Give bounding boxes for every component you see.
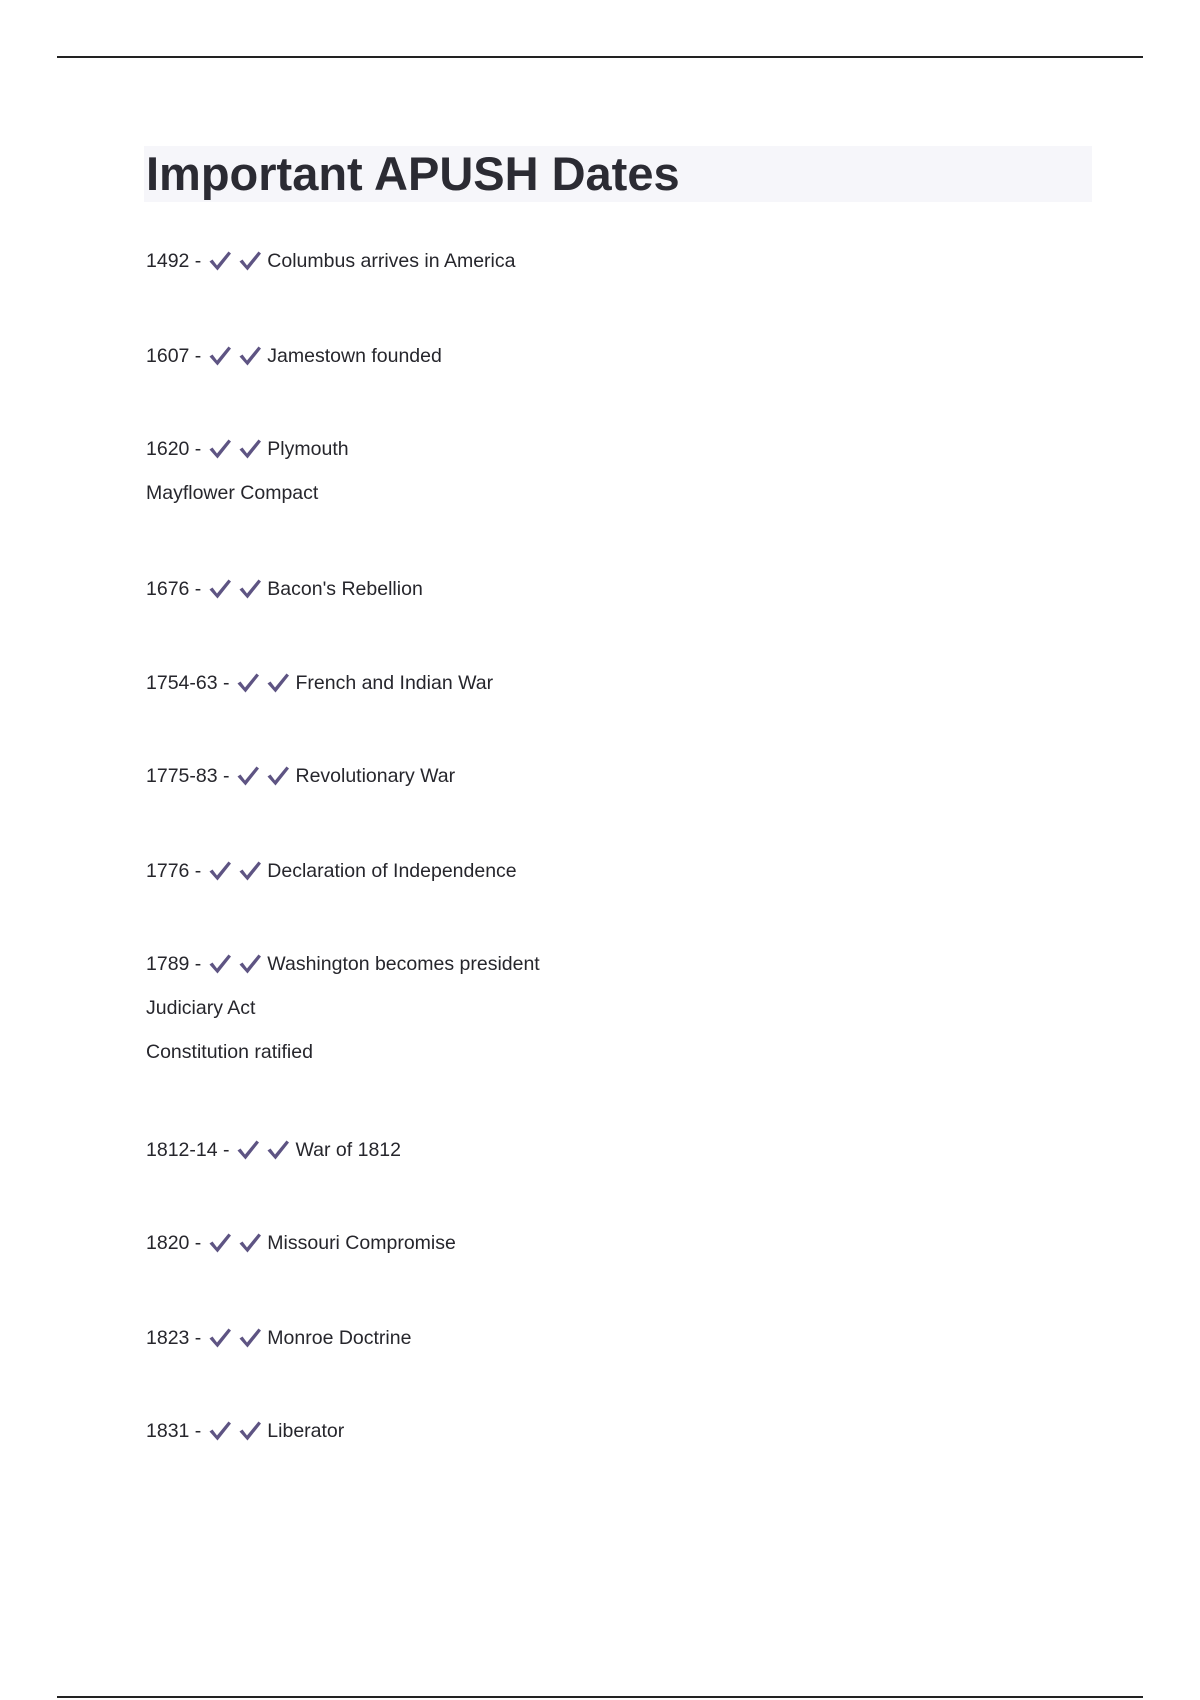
checkmark-icon — [207, 1326, 233, 1350]
entry-year: 1831 - — [146, 1419, 202, 1442]
entry-extra-line — [146, 1038, 540, 1066]
entry-line — [146, 1136, 401, 1164]
entry-line — [146, 1417, 344, 1445]
page-title: Important APUSH Dates — [146, 147, 680, 200]
entry-line — [146, 762, 455, 790]
entry-year: 1775-83 - — [146, 764, 230, 787]
entry-year: 1620 - — [146, 437, 202, 460]
checkmark-icon — [235, 671, 261, 695]
entry-extra-text: Mayflower Compact — [146, 481, 319, 504]
checkmark-icon — [237, 859, 263, 883]
entry-event: Bacon's Rebellion — [267, 577, 423, 600]
entry-extra-text: Judiciary Act — [146, 996, 256, 1019]
entry-year: 1823 - — [146, 1326, 202, 1349]
entry-line — [146, 950, 540, 978]
entry-line — [146, 575, 423, 603]
entry-year: 1812-14 - — [146, 1138, 230, 1161]
entry-line — [146, 247, 515, 275]
date-entry — [146, 669, 493, 697]
date-entry — [146, 950, 540, 1066]
entry-year: 1754-63 - — [146, 671, 230, 694]
date-entry — [146, 435, 349, 507]
date-entry — [146, 1229, 456, 1257]
checkmark-icon — [207, 249, 233, 273]
entry-event: War of 1812 — [295, 1138, 401, 1161]
checkmark-icon — [237, 952, 263, 976]
date-entry — [146, 762, 455, 790]
entry-event: Missouri Compromise — [267, 1231, 456, 1254]
entry-event: French and Indian War — [295, 671, 494, 694]
entry-line — [146, 1324, 411, 1352]
checkmark-icon — [237, 437, 263, 461]
entry-event: Liberator — [267, 1419, 345, 1442]
checkmark-icon — [237, 1419, 263, 1443]
date-entry — [146, 342, 442, 370]
entry-event: Declaration of Independence — [267, 859, 517, 882]
entry-line — [146, 435, 349, 463]
bottom-rule — [57, 1696, 1143, 1698]
checkmark-icon — [237, 249, 263, 273]
date-entry — [146, 1417, 344, 1445]
entry-extra-line — [146, 994, 540, 1022]
date-entry — [146, 857, 517, 885]
checkmark-icon — [235, 764, 261, 788]
entry-year: 1776 - — [146, 859, 202, 882]
entry-line — [146, 857, 517, 885]
entry-year: 1676 - — [146, 577, 202, 600]
entry-event: Plymouth — [267, 437, 349, 460]
checkmark-icon — [235, 1138, 261, 1162]
checkmark-icon — [207, 1231, 233, 1255]
entry-event: Revolutionary War — [295, 764, 456, 787]
entry-event: Columbus arrives in America — [267, 249, 516, 272]
entry-line — [146, 669, 493, 697]
checkmark-icon — [237, 577, 263, 601]
entry-extra-line — [146, 479, 349, 507]
checkmark-icon — [207, 952, 233, 976]
entry-extra-text: Constitution ratified — [146, 1040, 313, 1063]
entry-event: Monroe Doctrine — [267, 1326, 412, 1349]
date-entry — [146, 1136, 401, 1164]
checkmark-icon — [237, 1326, 263, 1350]
checkmark-icon — [265, 671, 291, 695]
checkmark-icon — [265, 1138, 291, 1162]
checkmark-icon — [207, 859, 233, 883]
entry-year: 1820 - — [146, 1231, 202, 1254]
entry-year: 1492 - — [146, 249, 202, 272]
entry-line — [146, 342, 442, 370]
top-rule — [57, 56, 1143, 58]
entry-year: 1789 - — [146, 952, 202, 975]
checkmark-icon — [207, 1419, 233, 1443]
date-entry — [146, 247, 515, 275]
entry-event: Washington becomes president — [267, 952, 540, 975]
date-entry — [146, 1324, 411, 1352]
date-entry — [146, 575, 423, 603]
entry-line — [146, 1229, 456, 1257]
checkmark-icon — [237, 1231, 263, 1255]
checkmark-icon — [265, 764, 291, 788]
checkmark-icon — [207, 437, 233, 461]
checkmark-icon — [207, 577, 233, 601]
checkmark-icon — [237, 344, 263, 368]
entry-event: Jamestown founded — [267, 344, 442, 367]
checkmark-icon — [207, 344, 233, 368]
entry-year: 1607 - — [146, 344, 202, 367]
